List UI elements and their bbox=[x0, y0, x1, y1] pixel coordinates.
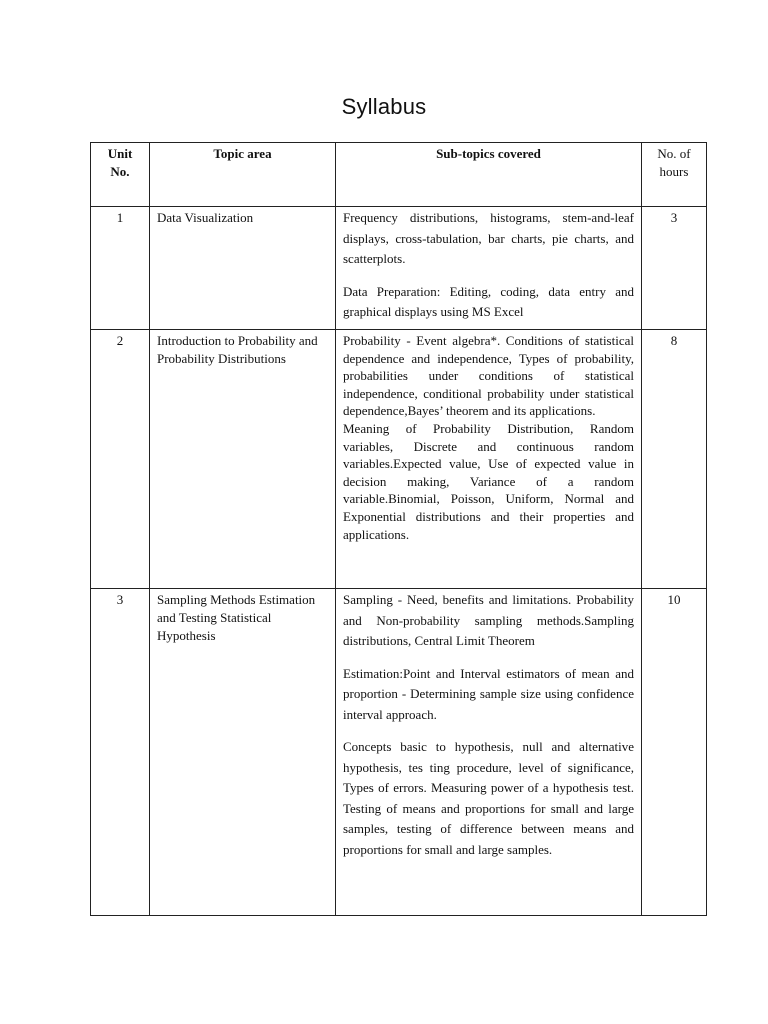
subtopic-paragraph: Sampling - Need, benefits and limitations. Probability and Non-probability sampling methods.Sampling distributions, Central Limit Theorem bbox=[343, 592, 634, 648]
subtopics-cell bbox=[336, 207, 642, 330]
topic-area: Sampling Methods Estimation and Testing Statistical Hypothesis bbox=[150, 589, 336, 916]
table-row bbox=[91, 207, 707, 330]
subtopics-cell bbox=[336, 330, 642, 589]
header-subtopics-covered: Sub-topics covered bbox=[336, 143, 642, 207]
page-title: Syllabus bbox=[341, 94, 427, 119]
subtopic-paragraph: Concepts basic to hypothesis, null and alternative hypothesis, tes ting procedure, level of significance, Types of errors. Measuring power of a hypothesis test. Testing of means and proportions for small and large samples, testing of difference between means and proportions for small and large samples. bbox=[343, 739, 634, 857]
syllabus-table bbox=[90, 142, 707, 916]
header-no-of-hours: No. of hours bbox=[642, 143, 707, 207]
hours-value: 3 bbox=[642, 207, 707, 330]
subtopic-paragraph: Frequency distributions, histograms, stem-and-leaf displays, cross-tabulation, bar charts, pie charts, and scatterplots. bbox=[343, 210, 634, 266]
unit-number: 2 bbox=[91, 330, 150, 589]
table-row bbox=[91, 330, 707, 589]
table-row bbox=[91, 589, 707, 916]
subtopic-paragraph: Probability - Event algebra*. Conditions of statistical dependence and independence, Types of probability, probabilities under conditions of statistical independence, conditional probability under statistical dependence,Bayes’ theorem and its applications. bbox=[343, 333, 634, 419]
unit-number: 1 bbox=[91, 207, 150, 330]
subtopics-cell bbox=[336, 589, 642, 916]
topic-area: Data Visualization bbox=[150, 207, 336, 330]
unit-number: 3 bbox=[91, 589, 150, 916]
subtopic-paragraph: Meaning of Probability Distribution, Random variables, Discrete and continuous random variables.Expected value, Use of expected value in decision making, Variance of a random variable.Binomial, Poisson, Uniform, Normal and Exponential distributions and their properties and applications. bbox=[343, 420, 634, 542]
hours-value: 8 bbox=[642, 330, 707, 589]
header-unit-no: Unit No. bbox=[91, 143, 150, 207]
hours-value: 10 bbox=[642, 589, 707, 916]
subtopic-paragraph: Data Preparation: Editing, coding, data entry and graphical displays using MS Excel bbox=[343, 283, 634, 319]
topic-area: Introduction to Probability and Probability Distributions bbox=[150, 330, 336, 589]
table-header-row bbox=[91, 143, 707, 207]
subtopic-paragraph: Estimation:Point and Interval estimators of mean and proportion - Determining sample size using confidence interval approach. bbox=[343, 665, 634, 722]
header-topic-area: Topic area bbox=[150, 143, 336, 207]
